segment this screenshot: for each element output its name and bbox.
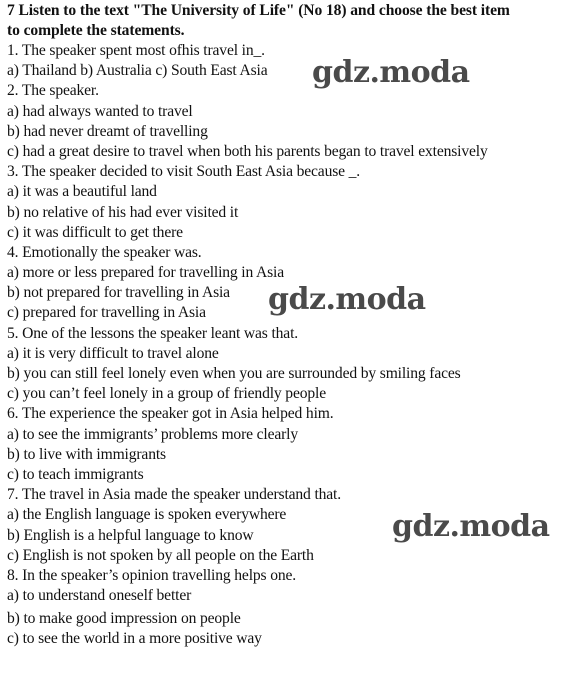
question-1: 1. The speaker spent most ofhis travel in_. bbox=[7, 42, 265, 59]
answer-option: a) to see the immigrants’ problems more clearly bbox=[7, 425, 299, 443]
question-6: 6. The experience the speaker got in Asia helped him. bbox=[7, 405, 334, 423]
answer-option: a) more or less prepared for travelling in Asia bbox=[7, 264, 285, 282]
answer-option: c) prepared for travelling in Asia bbox=[7, 304, 206, 322]
question-5: 5. One of the lessons the speaker leant was that. bbox=[7, 324, 299, 342]
exercise-heading-line: to complete the statements. bbox=[7, 22, 185, 39]
exercise-heading-line: 7 Listen to the text "The University of Life" (No 18) and choose the best item bbox=[7, 2, 510, 19]
question-7: 7. The travel in Asia made the speaker understand that. bbox=[7, 486, 341, 504]
question-list bbox=[7, 41, 585, 650]
answer-option: c) you can’t feel lonely in a group of friendly people bbox=[7, 385, 326, 403]
watermark: gdz.moda bbox=[312, 55, 470, 90]
question-8: 8. In the speaker’s opinion travelling helps one. bbox=[7, 566, 297, 584]
question-4: 4. Emotionally the speaker was. bbox=[7, 243, 202, 261]
answer-option: a) to understand oneself better bbox=[7, 587, 192, 605]
watermark: gdz.moda bbox=[392, 509, 550, 544]
answer-option: b) no relative of his had ever visited it bbox=[7, 203, 239, 221]
answer-option: a) it is very difficult to travel alone bbox=[7, 344, 219, 362]
answer-options: a) Thailand b) Australia c) South East Asia bbox=[7, 62, 268, 80]
answer-option: b) English is a helpful language to know bbox=[7, 526, 254, 544]
answer-option: b) to live with immigrants bbox=[7, 445, 166, 463]
answer-option: c) to teach immigrants bbox=[7, 465, 144, 483]
answer-option: b) had never dreamt of travelling bbox=[7, 122, 208, 140]
answer-option: a) it was a beautiful land bbox=[7, 183, 157, 201]
answer-option: c) had a great desire to travel when both his parents began to travel extensively bbox=[7, 142, 488, 160]
answer-option: b) not prepared for travelling in Asia bbox=[7, 284, 230, 302]
answer-option: b) to make good impression on people bbox=[7, 610, 241, 628]
answer-option: c) to see the world in a more positive way bbox=[7, 630, 262, 648]
answer-option: c) English is not spoken by all people on the Earth bbox=[7, 546, 314, 564]
answer-option: c) it was difficult to get there bbox=[7, 223, 183, 241]
question-3: 3. The speaker decided to visit South East Asia because _. bbox=[7, 163, 361, 181]
answer-option: b) you can still feel lonely even when you are surrounded by smiling faces bbox=[7, 365, 461, 382]
answer-option: a) the English language is spoken everywhere bbox=[7, 506, 287, 524]
exercise-heading bbox=[7, 1, 585, 41]
question-2: 2. The speaker. bbox=[7, 82, 99, 100]
watermark: gdz.moda bbox=[268, 282, 426, 317]
answer-option: a) had always wanted to travel bbox=[7, 102, 193, 120]
